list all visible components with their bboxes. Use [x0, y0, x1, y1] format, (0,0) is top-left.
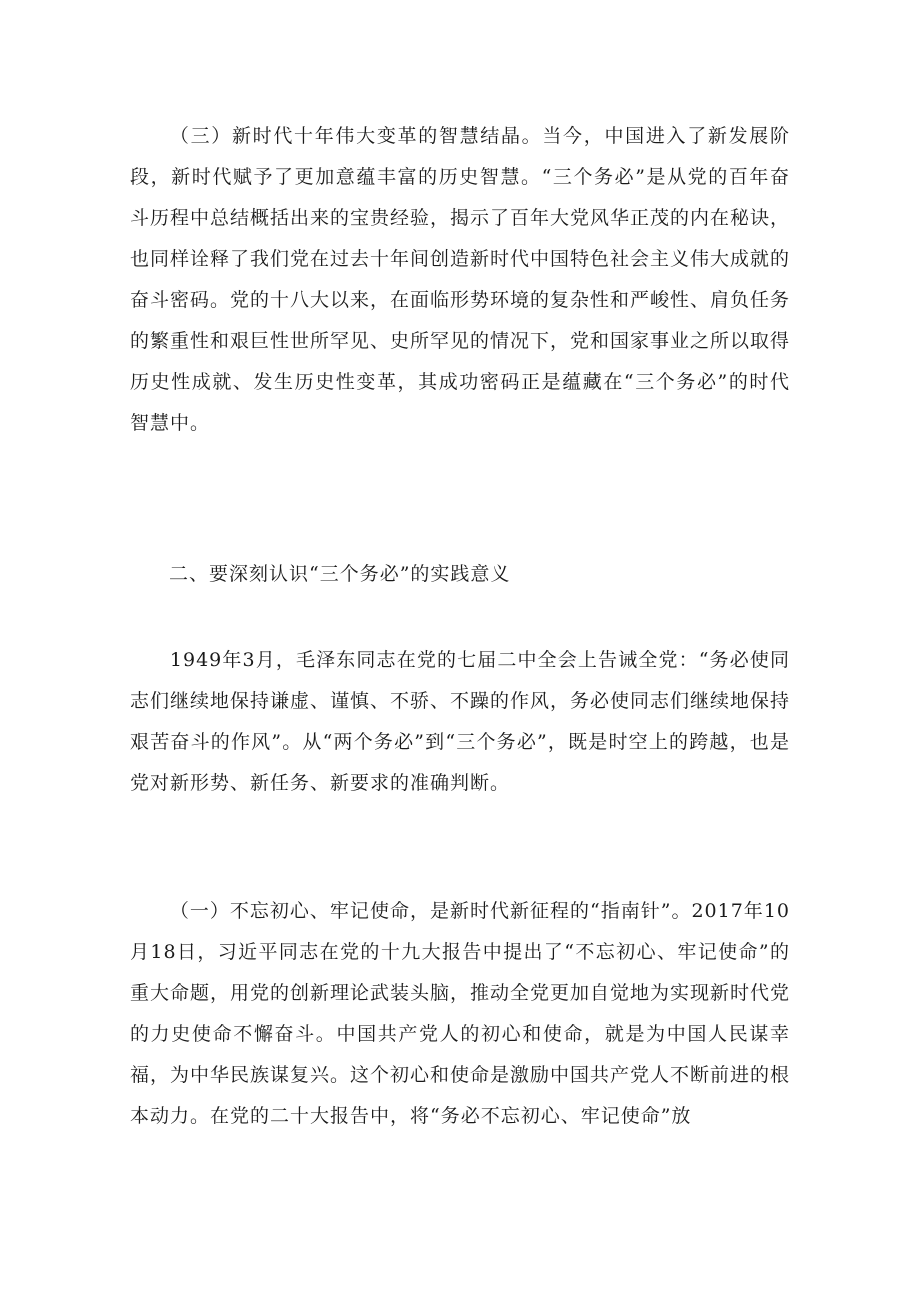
paragraph-wisdom-crystallization: （三）新时代十年伟大变革的智慧结晶。当今，中国进入了新发展阶段，新时代赋予了更加意蕴丰富的历史智慧。“三个务必”是从党的百年奋斗历程中总结概括出来的宝贵经验，揭示了百年大党风华正茂的内在秘诀，也同样诠释了我们党在过去十年间创造新时代中国特色社会主义伟大成就的奋斗密码。党的十八大以来，在面临形势环境的复杂性和严峻性、肩负任务的繁重性和艰巨性世所罕见、史所罕见的情况下，党和国家事业之所以取得历史性成就、发生历史性变革，其成功密码正是蕴藏在“三个务必”的时代智慧中。	[130, 125, 791, 434]
section-heading-practical-significance: 二、要深刻认识“三个务必”的实践意义	[169, 563, 511, 585]
paragraph-two-musts: 1949年3月，毛泽东同志在党的七届二中全会上告诫全党：“务必使同志们继续地保持谦虚、谨慎、不骄、不躁的作风，务必使同志们继续地保持艰苦奋斗的作风”。从“两个务必”到“三个务必”，既是时空上的跨越，也是党对新形势、新任务、新要求的准确判断。	[130, 649, 791, 794]
paragraph-original-aspiration: （一）不忘初心、牢记使命，是新时代新征程的“指南针”。2017年10月18日，习近平同志在党的十九大报告中提出了“不忘初心、牢记使命”的重大命题，用党的创新理论武装头脑，推动全党更加自觉地为实现新时代党的力史使命不懈奋斗。中国共产党人的初心和使命，就是为中国人民谋幸福，为中华民族谋复兴。这个初心和使命是激励中国共产党人不断前进的根本动力。在党的二十大报告中，将“务必不忘初心、牢记使命”放	[130, 900, 791, 1127]
